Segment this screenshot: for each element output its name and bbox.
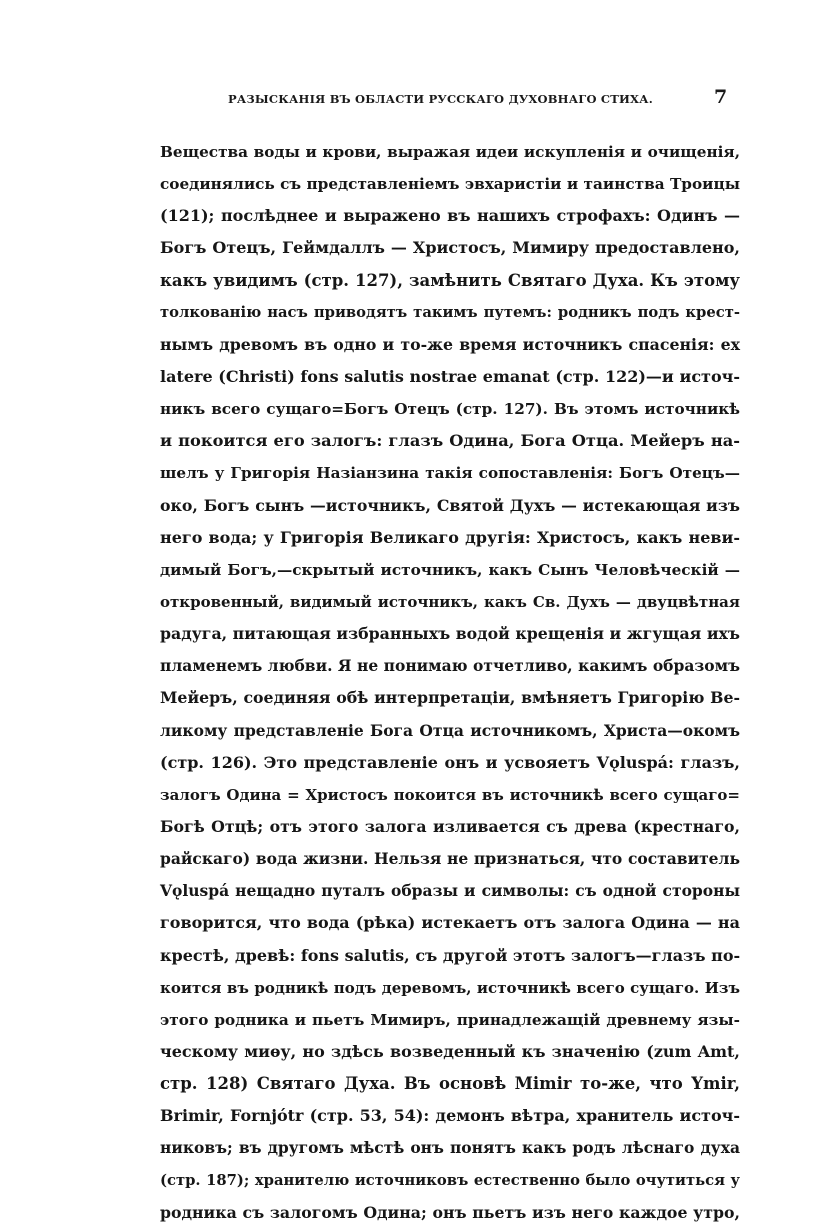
page-number: 7 [714,86,728,108]
text-line: димый Богъ,—скрытый источникъ, какъ Сынъ Человѣческій — [160,560,740,579]
text-line: никъ всего сущаго=Богъ Отецъ (стр. 127). Въ этомъ источникѣ [160,400,740,419]
text-line: и покоится его залогъ: глазъ Одина, Бога Отца. Мейеръ на- [160,431,740,451]
text-line: коится въ родникѣ подъ деревомъ, источникѣ всего сущаго. Изъ [160,978,740,997]
text-line: райскаго) вода жизни. Нельзя не признаться, что составитель [160,849,740,869]
text-line: Богѣ Отцѣ; отъ этого залога изливается съ древа (крестнаго, [160,816,740,836]
text-line: ческому миѳу, но здѣсь возведенный къ значенію (zum Amt, [160,1041,740,1061]
text-line: нымъ древомъ въ одно и то-же время источникъ спасенія: ex [160,334,740,354]
text-line: (стр. 126). Это представленіе онъ и усвояетъ Vǫluspá: глазъ, [160,752,740,772]
body-text [160,136,740,1229]
text-line: latere (Christi) fons salutis nostrae emanat (стр. 122)—и источ- [160,366,740,386]
text-line: крестѣ, древѣ: fons salutis, съ другой этотъ залогъ—глазъ по- [160,945,741,965]
text-line: око, Богъ сынъ —источникъ, Святой Духъ — истекающая изъ [160,495,740,515]
text-line: (стр. 187); хранителю источниковъ естественно было очутиться у [160,1171,740,1189]
text-line: никовъ; въ другомъ мѣстѣ онъ понятъ какъ родъ лѣснаго духа [160,1138,740,1158]
text-line: какъ увидимъ (стр. 127), замѣнить Святаго Духа. Къ этому [160,270,740,290]
text-line: него вода; у Григорія Великаго другія: Христосъ, какъ неви- [160,527,740,547]
text-line: пламенемъ любви. Я не понимаю отчетливо, какимъ образомъ [160,656,740,676]
text-line: Вещества воды и крови, выражая идеи искупленія и очищенія, [160,143,740,161]
text-line: Vǫluspá нещадно путалъ образы и символы: съ одной стороны [160,881,740,901]
text-line: соединялись съ представленіемъ эвхаристіи и таинства Троицы [160,175,740,194]
text-line: ликому представленіе Бога Отца источникомъ, Христа—окомъ [160,720,740,740]
text-line: (121); послѣднее и выражено въ нашихъ строфахъ: Одинъ — [160,206,740,226]
text-line: говорится, что вода (рѣка) истекаетъ отъ залога Одина — на [160,913,740,933]
text-line: этого родника и пьетъ Мимиръ, принадлежащій древнему язы- [160,1010,740,1029]
text-line: залогъ Одина = Христосъ покоится въ источникѣ всего сущаго= [160,785,740,804]
text-line: родника съ залогомъ Одина; онъ пьетъ изъ него каждое утро, [160,1202,740,1222]
text-line: толкованію насъ приводятъ такимъ путемъ: родникъ подъ крест- [160,303,740,321]
text-line: Brimir, Fornjótr (стр. 53, 54): демонъ вѣтра, хранитель источ- [160,1106,740,1126]
text-line: радуга, питающая избранныхъ водой крещенія и жгущая ихъ [160,624,740,644]
text-line: Богъ Отецъ, Геймдаллъ — Христосъ, Мимиру предоставлено, [160,238,740,258]
text-line: стр. 128) Святаго Духа. Въ основѣ Mimir то-же, что Ymir, [160,1074,740,1094]
text-line: Мейеръ, соединяя обѣ интерпретаціи, вмѣняетъ Григорію Ве- [160,688,740,708]
text-line: откровенный, видимый источникъ, какъ Св. Духъ — двуцвѣтная [160,592,740,611]
text-line: шелъ у Григорія Назіанзина такія сопоставленія: Богъ Отецъ— [160,464,740,483]
running-title: РАЗЫСКАНІЯ ВЪ ОБЛАСТИ РУССКАГО ДУХОВНАГО СТИХА. [228,92,653,106]
